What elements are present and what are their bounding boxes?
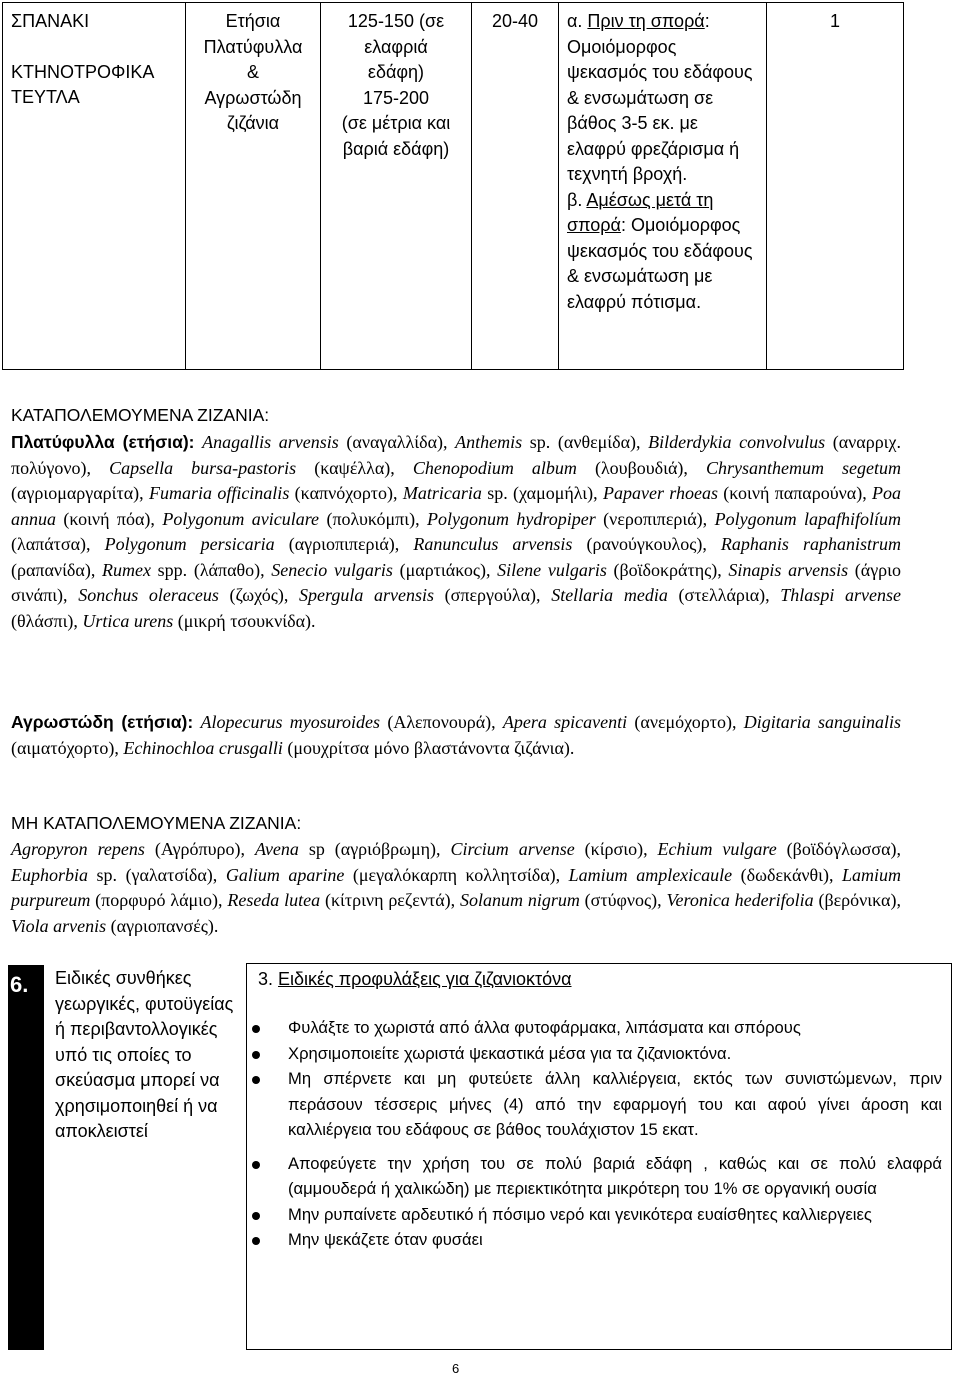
dose-line: 125-150 (σε (347, 11, 445, 31)
list-item (250, 1202, 942, 1228)
dose-cell (321, 3, 472, 370)
timing-b-text: : Ομοιόμορφος ψεκασμός του εδάφους & ενσωμάτωση με ελαφρύ πότισμα. (567, 215, 753, 312)
bullet-icon (252, 1237, 260, 1245)
precautions-list (250, 1015, 942, 1253)
crop-name: ΣΠΑΝΑΚΙ (11, 11, 90, 31)
grass-label: Αγρωστώδη (ετήσια): (11, 712, 194, 732)
dose-line: εδάφη) (367, 62, 425, 82)
timing-a-prefix: α. (567, 11, 588, 31)
precaution-text: Φυλάξτε το χωριστά από άλλα φυτοφάρμακα, λιπάσματα και σπόρους (288, 1018, 801, 1037)
dose-line: (σε μέτρια και (341, 113, 451, 133)
precautions-title-text: Ειδικές προφυλάξεις για ζιζανιοκτόνα (278, 969, 572, 989)
bullet-icon (252, 1212, 260, 1220)
precaution-text: Μη σπέρνετε και μη φυτεύετε άλλη καλλιέργεια, εκτός των συνιστώμενων, πριν περάσουν τέσσερις μήνες (4) από την εφαρμογή του και αφού γίνει άροση και καλλιέργεια του εδάφους σε βάθος τουλάχιστον 15 εκατ. (288, 1069, 942, 1139)
precautions-title (258, 967, 572, 992)
list-item (250, 1066, 942, 1143)
precaution-text: Αποφεύγετε την χρήση του σε πολύ βαριά εδάφη , καθώς και σε πολύ ελαφρά (αμμουδερά ή χαλικώδη) με περιεκτικότητα μικρότερη του 1% σε οργανική ουσία (288, 1153, 942, 1198)
dosage-table (2, 2, 904, 370)
weeds-line: & (246, 62, 259, 82)
applications-cell (767, 3, 904, 370)
precaution-text: Μην ψεκάζετε όταν φυσάει (288, 1230, 483, 1249)
list-item (250, 1015, 942, 1041)
list-item (250, 1151, 942, 1202)
weeds-line: Ετήσια (225, 11, 281, 31)
water-cell (472, 3, 559, 370)
section-number-box (8, 965, 44, 1350)
bullet-icon (252, 1076, 260, 1084)
weeds-line: ζιζάνια (226, 113, 280, 133)
precaution-text: Χρησιμοποιείτε χωριστά ψεκαστικά μέσα για τα ζιζανιοκτόνα. (288, 1043, 732, 1063)
weeds-line: Αγρωστώδη (204, 87, 302, 108)
page-number: 6 (452, 1361, 460, 1376)
section-number: 6. (10, 972, 29, 997)
timing-a-title: Πριν τη σπορά (587, 11, 705, 31)
timing-b-title: Αμέσως μετά τη σπορά (567, 189, 714, 235)
grass-paragraph: Αγρωστώδη (ετήσια): Alopecurus myosuroides (Αλεπονουρά), Apera spicaventi (ανεμόχορτο), Digitaria sanguinalis (αιματόχορτο), Echinochloa crusgalli (μουχρίτσα μόνο βλαστάνοντα ζιζάνια). (11, 712, 902, 758)
list-item (250, 1041, 942, 1067)
crop-cell (3, 3, 186, 370)
dose-line: βαριά εδάφη) (342, 138, 450, 159)
dose-line: 175-200 (362, 87, 430, 108)
timing-a-text: : Ομοιόμορφος ψεκασμός του εδάφους & ενσωμάτωση σε βάθος 3-5 εκ. με ελαφρύ φρεζάρισμα ή τεχνητή βροχή. (567, 11, 753, 184)
controlled-heading: ΚΑΤΑΠΟΛΕΜΟΥΜΕΝΑ ΖΙΖΑΝΙΑ: (11, 405, 270, 425)
timing-b-prefix: β. (567, 189, 587, 210)
bullet-icon (252, 1025, 260, 1033)
timing-cell (559, 3, 767, 370)
water-volume: 20-40 (491, 11, 539, 31)
bullet-icon (252, 1161, 260, 1169)
crop-name: ΚΤΗΝΟΤΡΟΦΙΚΑ ΤΕΥΤΛΑ (11, 61, 154, 107)
precautions-prefix: 3. (258, 969, 279, 989)
list-item (250, 1227, 942, 1253)
not-controlled-heading: ΜΗ ΚΑΤΑΠΟΛΕΜΟΥΜΕΝΑ ΖΙΖΑΝΙΑ: (11, 813, 302, 833)
weeds-cell (186, 3, 321, 370)
conditions-text: Ειδικές συνθήκες γεωργικές, φυτοϋγείας ή περιβαντολλογικές υπό τις οποίες το σκεύασμα μπορεί να χρησιμοποιηθεί ή να αποκλειστεί (55, 968, 234, 1141)
broadleaf-paragraph: Πλατύφυλλα (ετήσια): Anagallis arvensis (αναγαλλίδα), Anthemis sp. (ανθεμίδα), Bilderdykia convolvulus (αναρριχ. πολύγονο), Capsella bursa-pastoris (καψέλλα), Chenopodium album (λουβουδιά), Chrysanthemum segetum (αγριομαργαρίτα), Fumaria officinalis (καπνόχορτο), Matricaria sp. (χαμομήλι), Papaver rhoeas (κοινή παπαρούνα), Poa annua (κοινή πόα), Polygonum aviculare (πολυκόμπι), Polygonum hydropiper (νεροπιπεριά), Polygonum lapafhifolíum (λαπάτσα), Polygonum persicaria (αγριοπιπεριά), Ranunculus arvensis (ρανούγκουλος), Raphanis raphanistrum (ραπανίδα), Rumex spp. (λάπαθο), Senecio vulgaris (μαρτιάκος), Silene vulgaris (βοϊδοκράτης), Sinapis arvensis (άγριο σινάπι), Sonchus oleraceus (ζωχός), Spergula arvensis (σπεργούλα), Stellaria media (στελλάρια), Thlaspi arvense (θλάσπι), Urtica urens (μικρή τσουκνίδα). (11, 432, 902, 631)
applications-count: 1 (829, 11, 840, 31)
broadleaf-label: Πλατύφυλλα (ετήσια): (11, 432, 195, 452)
weeds-line: Πλατύφυλλα (203, 36, 303, 57)
not-controlled-paragraph: Agropyron repens (Αγρόπυρο), Avena sp (αγριόβρωμη), Circium arvense (κίρσιο), Echium vulgare (βοϊδόγλωσσα), Euphorbia sp. (γαλατσίδα), Galium aparine (μεγαλόκαρπη κολλητσίδα), Lamium amplexicaule (δωδεκάνθι), Lamium purpureum (πορφυρό λάμιο), Reseda lutea (κίτρινη ρεζεντά), Solanum nigrum (στύφνος), Veronica hederifolia (βερόνικα), Viola arvenis (αγριοπανσές). (11, 839, 902, 936)
dose-line: ελαφριά (364, 36, 428, 57)
bullet-icon (252, 1051, 260, 1059)
precaution-text: Μην ρυπαίνετε αρδευτικό ή πόσιμο νερό και γενικότερα ευαίσθητες καλλιεργειες (288, 1204, 872, 1224)
